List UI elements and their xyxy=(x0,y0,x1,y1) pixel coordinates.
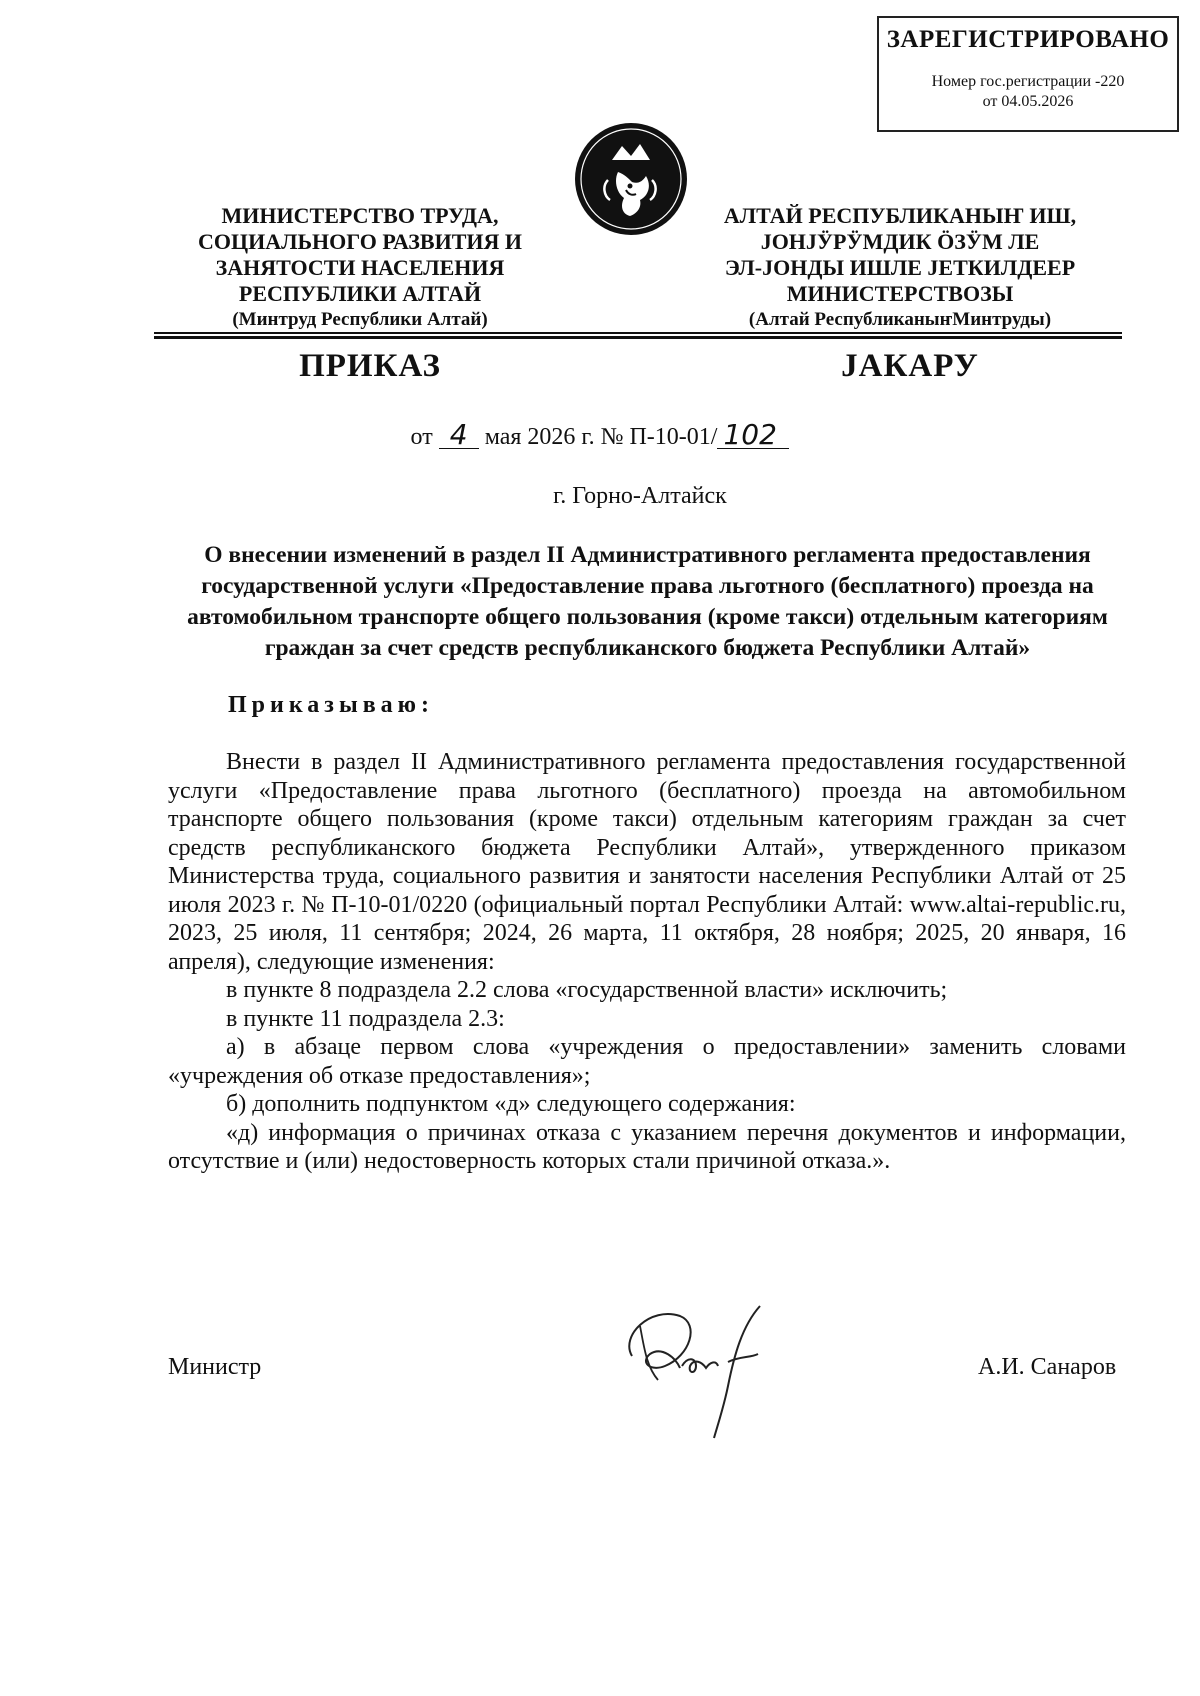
order-title-russian: ПРИКАЗ xyxy=(299,348,441,384)
body-paragraph: а) в абзаце первом слова «учреждения о предоставлении» заменить словами «учреждения об отказе предоставления»; xyxy=(168,1034,1126,1089)
order-subject-heading: О внесении изменений в раздел II Административного регламента предоставления государственной услуги «Предоставление права льготного (бесплатного) проезда на автомобильном транспорте общего пользования (кроме такси) отдельным категориям граждан за счет средств республиканского бюджета Республики Алтай» xyxy=(187,542,1108,661)
signatory-name: А.И. Санаров xyxy=(978,1354,1117,1380)
order-body xyxy=(168,748,1126,1176)
stamp-title: ЗАРЕГИСТРИРОВАНО xyxy=(886,26,1170,53)
order-title-altai: ЈАКАРУ xyxy=(841,348,979,384)
date-prefix: от xyxy=(410,424,433,450)
city-line: г. Горно-Алтайск xyxy=(553,483,727,509)
body-paragraph: б) дополнить подпунктом «д» следующего содержания: xyxy=(226,1091,796,1117)
handwritten-day: 4 xyxy=(439,422,479,449)
signatory-position: Министр xyxy=(168,1354,262,1380)
body-paragraph: в пункте 11 подраздела 2.3: xyxy=(226,1005,505,1032)
body-paragraph: Внести в раздел II Административного регламента предоставления государственной услуги «Предоставление права льготного (бесплатного) проезда на автомобильном транспорте общего пользования (кроме такси) отдельным категориям граждан за счет средств республиканского бюджета Республики Алтай», утвержденного приказом Министерства труда, социального развития и занятости населения Республики Алтай от 25 июля 2023 г. № П-10-01/0220 (официальный портал Республики Алтай: www.altai-republic.ru, 2023, 25 июля, 11 сентября; 2024, 26 марта, 11 октября, 28 ноября; 2025, 20 января, 16 апреля), следующие изменения: xyxy=(168,749,1126,975)
handwritten-signature xyxy=(610,1296,810,1446)
header-left-line: ЗАНЯТОСТИ НАСЕЛЕНИЯ xyxy=(215,255,505,280)
header-left-line: СОЦИАЛЬНОГО РАЗВИТИЯ И xyxy=(198,229,522,254)
stamp-reg-date: от 04.05.2026 xyxy=(982,93,1074,110)
header-right-line: ЭЛ-ЈОНДЫ ИШЛЕ ЈЕТКИЛДЕЕР xyxy=(724,255,1076,280)
header-divider-thin xyxy=(154,332,1122,334)
header-divider-thick xyxy=(154,336,1122,339)
header-right-line: АЛТАЙ РЕСПУБЛИКАНЫҤ ИШ, xyxy=(723,203,1077,228)
date-middle: мая 2026 г. № П-10-01/ xyxy=(484,424,718,450)
handwritten-order-number: 102 xyxy=(717,422,789,449)
header-left-line: РЕСПУБЛИКИ АЛТАЙ xyxy=(238,281,482,306)
body-paragraph: «д) информация о причинах отказа с указанием перечня документов и информации, отсутствие и (или) недостоверность которых стали причиной отказа.». xyxy=(168,1119,1126,1174)
ministry-header-russian xyxy=(150,203,570,333)
registration-stamp xyxy=(877,16,1179,132)
header-right-line: МИНИСТЕРСТВОЗЫ xyxy=(786,281,1014,306)
body-paragraph: в пункте 8 подраздела 2.2 слова «государственной власти» исключить; xyxy=(226,977,948,1003)
header-left-abbreviation: (Минтруд Республики Алтай) xyxy=(232,309,488,330)
header-right-abbreviation: (Алтай РеспубликаныҥМинтруды) xyxy=(748,309,1052,330)
stamp-reg-number: Номер гос.регистрации -220 xyxy=(931,73,1125,90)
ministry-header-altai xyxy=(680,203,1120,333)
orders-word: Приказываю: xyxy=(228,692,434,718)
header-right-line: ЈОНЈӰРӰМДИК ӦЗӰМ ЛЕ xyxy=(760,229,1040,254)
coat-of-arms-emblem xyxy=(572,120,690,238)
header-left-line: МИНИСТЕРСТВО ТРУДА, xyxy=(221,203,499,228)
order-date-line xyxy=(0,418,1200,451)
